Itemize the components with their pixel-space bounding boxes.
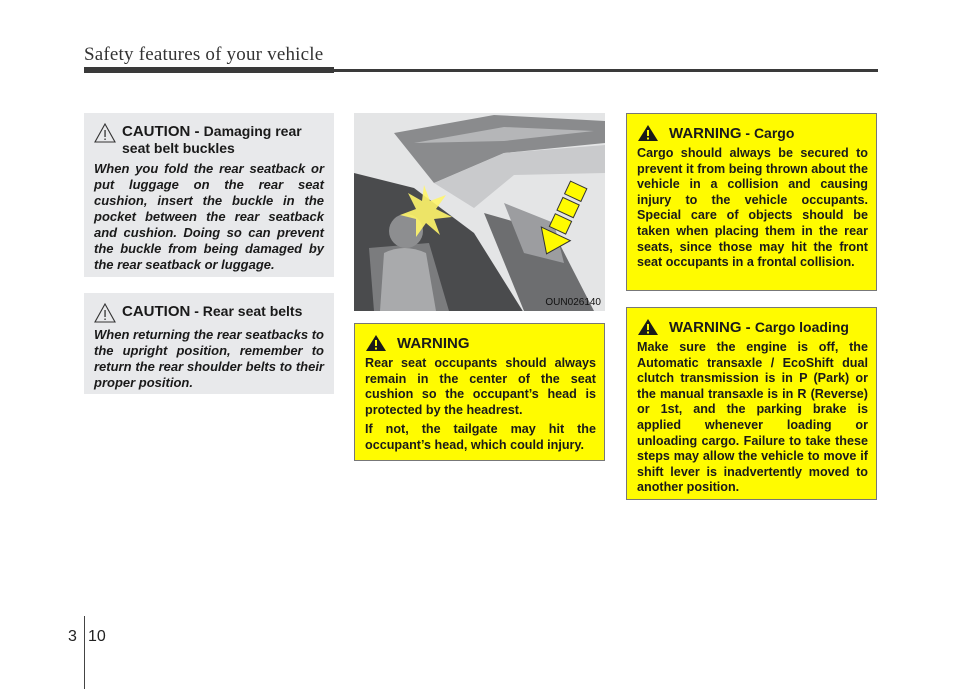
warning-title-rest: Cargo loading: [754, 318, 849, 335]
warning-box-rear-occupants: [354, 323, 605, 461]
warning-triangle-icon: [365, 334, 387, 352]
caution-title: [122, 123, 324, 157]
caution-title-rest: Damaging rear seat belt buckles: [122, 123, 302, 156]
caution-triangle-icon: [94, 123, 116, 143]
illustration-rear-seat-occupant: [354, 113, 605, 311]
warning-box-cargo: [626, 113, 877, 291]
caution-title-rest: - Rear seat belts: [190, 303, 303, 319]
warning-title: [669, 319, 849, 336]
caution-title: [122, 303, 302, 320]
warning-paragraph: If not, the tailgate may hit the occupant’s head, which could injury.: [365, 422, 596, 452]
page-number: 10: [88, 628, 106, 645]
caution-box-rear-seat-belts: [84, 293, 334, 394]
caution-title-lead: CAUTION -: [122, 123, 204, 140]
page-title: Safety features of your vehicle: [84, 44, 324, 65]
warning-triangle-icon: [637, 318, 659, 336]
caution-body: When returning the rear seatbacks to the upright position, remember to return the rear shoulder belts to their proper position.: [94, 327, 324, 390]
warning-triangle-icon: [637, 124, 659, 142]
warning-title-lead: WARNING: [669, 124, 742, 142]
rear-seat-illustration: [354, 113, 605, 311]
warning-box-cargo-loading: [626, 307, 877, 500]
figure-code-label: OUN026140: [545, 297, 601, 308]
warning-title: WARNING: [397, 334, 470, 352]
warning-title-rest: - Cargo: [741, 124, 795, 141]
warning-body: Cargo should always be secured to prevent it from being thrown about the vehicle in a collision and causing injury to the vehicle occupants. Special care of objects should be taken when placing them in the rear seats, since those may hit the front seat occupants in a frontal collision.: [637, 146, 868, 270]
warning-body: [365, 356, 596, 454]
warning-paragraph: Rear seat occupants should always remain in the center of the seat cushion so the occupant’s head is protected by the headrest.: [365, 356, 596, 417]
chapter-number: 3: [68, 628, 77, 645]
footer-divider: [84, 616, 85, 689]
warning-title-lead: WARNING -: [669, 318, 755, 336]
caution-title-lead: CAUTION: [122, 303, 191, 320]
caution-box-seat-belt-buckles: [84, 113, 334, 277]
warning-body: Make sure the engine is off, the Automatic transaxle / EcoShift dual clutch transmission is in P (Park) or the manual transaxle is in R (Reverse) or 1st, and the parking brake is applied whenever loading or unloading cargo. Failure to take these steps may allow the vehicle to move if shift lever is inadvertently moved to another position.: [637, 340, 868, 495]
caution-body: When you fold the rear seatback or put luggage on the rear seat cushion, insert the buckle in the pocket between the rear seatback and cushion. Doing so can prevent the buckle from being damaged by the rear seatback or luggage.: [94, 161, 324, 272]
header-rule-accent: [84, 67, 334, 73]
warning-title: [669, 125, 794, 142]
caution-triangle-icon: [94, 303, 116, 323]
